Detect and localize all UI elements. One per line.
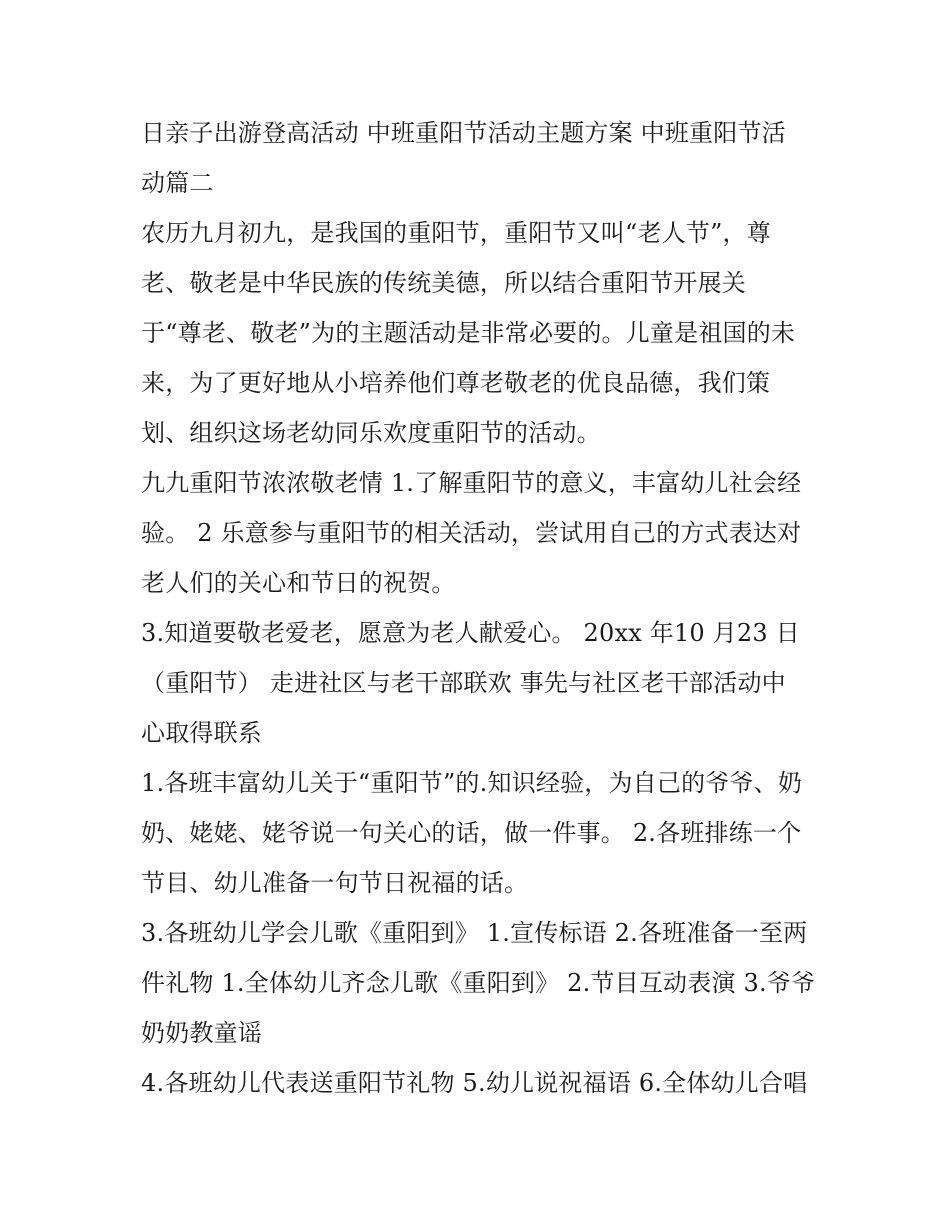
paragraph-schedule <box>141 608 821 758</box>
text-line: 划、组织这场老幼同乐欢度重阳节的活动。 <box>141 419 601 447</box>
text-line: 老、敬老是中华民族的传统美德，所以结合重阳节开展关 <box>141 269 746 297</box>
text-line: 4.各班幼儿代表送重阳节礼物 5.幼儿说祝福语 6.全体幼儿合唱 <box>141 1069 808 1097</box>
paragraph-closing <box>141 1058 821 1108</box>
text-line: 3.各班幼儿学会儿歌《重阳到》 1.宣传标语 2.各班准备一至两 <box>141 919 808 947</box>
text-line: 心取得联系 <box>141 719 262 747</box>
text-line: 3.知道要敬老爱老，愿意为老人献爱心。 20xx 年10 月23 日 <box>141 619 800 647</box>
text-line: 动篇二 <box>141 169 214 197</box>
paragraph-intro <box>141 208 821 458</box>
paragraph-activities <box>141 908 821 1058</box>
paragraph-preparation <box>141 758 821 908</box>
text-line: 老人们的关心和节日的祝贺。 <box>141 569 456 597</box>
text-line: 节目、幼儿准备一句节日祝福的话。 <box>141 869 529 897</box>
text-line: 农历九月初九，是我国的重阳节，重阳节又叫“老人节”，尊 <box>141 219 771 247</box>
paragraph-heading <box>141 108 821 208</box>
text-line: 奶、姥姥、姥爷说一句关心的话，做一件事。 2.各班排练一个 <box>141 819 802 847</box>
text-line: 奶奶教童谣 <box>141 1019 262 1047</box>
text-line: 验。 2 乐意参与重阳节的相关活动，尝试用自己的方式表达对 <box>141 519 802 547</box>
text-line: 来，为了更好地从小培养他们尊老敬老的优良品德，我们策 <box>141 369 771 397</box>
text-line: （重阳节） 走进社区与老干部联欢 事先与社区老干部活动中 <box>141 669 786 697</box>
text-line: 1.各班丰富幼儿关于“重阳节”的.知识经验，为自己的爷爷、奶 <box>141 769 803 797</box>
text-line: 九九重阳节浓浓敬老情 1.了解重阳节的意义，丰富幼儿社会经 <box>141 469 802 497</box>
text-line: 于“尊老、敬老”为的主题活动是非常必要的。儿童是祖国的未 <box>141 319 796 347</box>
text-line: 日亲子出游登高活动 中班重阳节活动主题方案 中班重阳节活 <box>141 119 786 147</box>
text-line: 件礼物 1.全体幼儿齐念儿歌《重阳到》 2.节目互动表演 3.爷爷 <box>141 969 816 997</box>
document-body <box>141 108 821 1108</box>
paragraph-goals <box>141 458 821 608</box>
